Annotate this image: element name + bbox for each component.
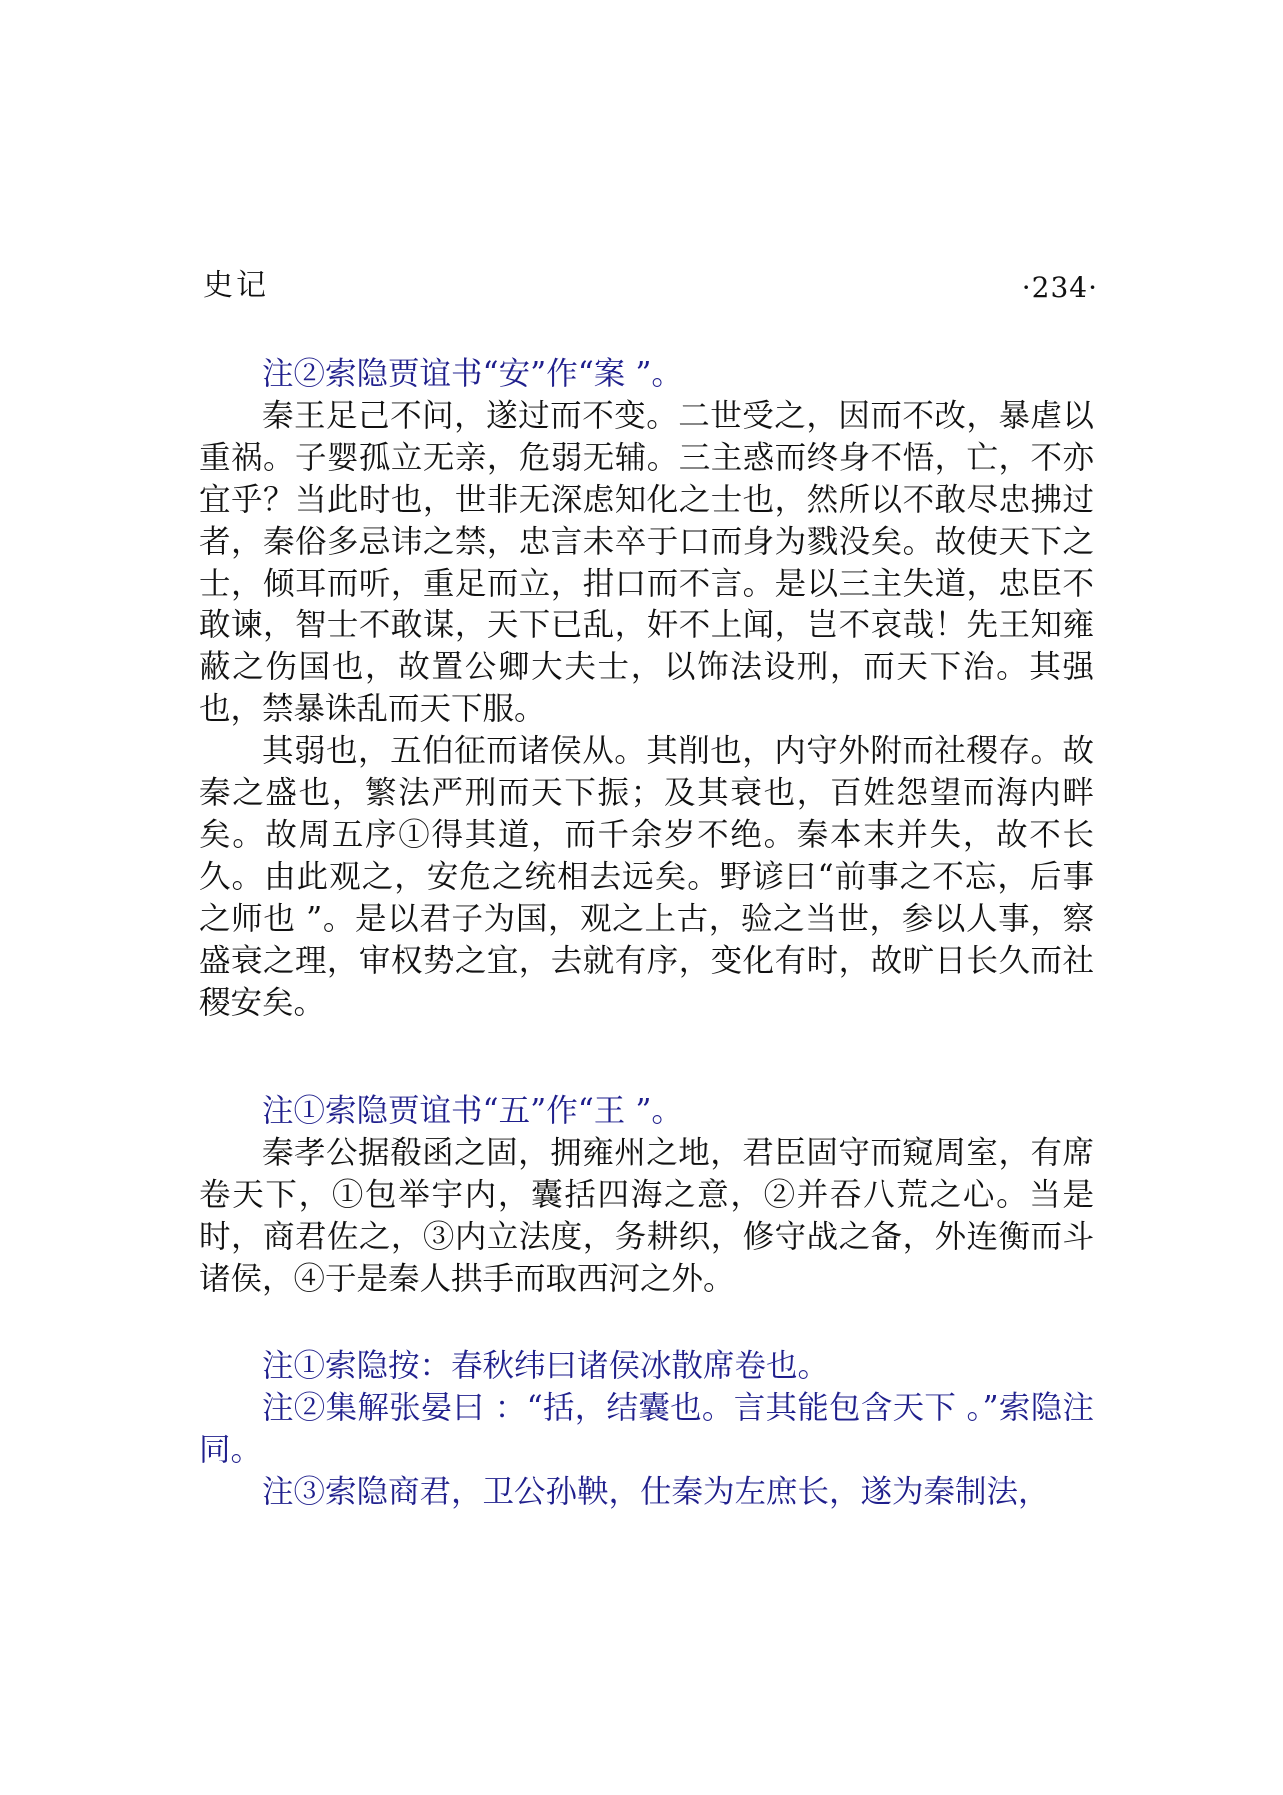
text-block-2 [199, 1091, 1094, 1301]
body-paragraph: 其弱也，五伯征而诸侯从。其削也，内守外附而社稷存。故秦之盛也，繁法严刑而天下振；及其衰也，百姓怨望而海内畔矣。故周五序①得其道，而千余岁不绝。秦本末并失，故不长久。由此观之，安危之统相去远矣。野谚曰“前事之不忘，后事之师也 ”。是以君子为国，观之上古，验之当世，参以人事，察盛衰之理，审权势之宜，去就有序，变化有时，故旷日长久而社稷安矣。 [199, 733, 1094, 1021]
annotation-note: 注①索隐按：春秋纬曰诸侯冰散席卷也。 [262, 1348, 830, 1384]
running-header-title: 史记 [203, 268, 269, 303]
annotation-note: 注②集解张晏曰 ：“括，结囊也。言其能包含天下 。”索隐注同。 [199, 1389, 1094, 1468]
text-block-3 [199, 1346, 1094, 1514]
text-block-1 [199, 354, 1094, 1025]
annotation-note: 注①索隐贾谊书“五”作“王 ”。 [262, 1093, 683, 1129]
annotation-note: 注③索隐商君，卫公孙鞅，仕秦为左庶长，遂为秦制法， [262, 1473, 1050, 1510]
body-paragraph: 秦王足己不问，遂过而不变。二世受之，因而不改，暴虐以重祸。子婴孤立无亲，危弱无辅。三主惑而终身不悟，亡，不亦宜乎？当此时也，世非无深虑知化之士也，然所以不敢尽忠拂过者，秦俗多忌讳之禁，忠言未卒于口而身为戮没矣。故使天下之士，倾耳而听，重足而立，拑口而不言。是以三主失道，忠臣不敢谏，智士不敢谋，天下已乱，奸不上闻，岂不哀哉！先王知雍蔽之伤国也，故置公卿大夫士，以饰法设刑，而天下治。其强也，禁暴诛乱而天下服。 [199, 397, 1094, 728]
body-paragraph: 秦孝公据殽函之固，拥雍州之地，君臣固守而窥周室，有席卷天下，①包举宇内，囊括四海之意，②并吞八荒之心。当是时，商君佐之，③内立法度，务耕织，修守战之备，外连衡而斗诸侯，④于是秦人拱手而取西河之外。 [199, 1134, 1094, 1297]
page-number: ·234· [1021, 271, 1098, 304]
annotation-note: 注②索隐贾谊书“安”作“案 ”。 [262, 356, 683, 392]
